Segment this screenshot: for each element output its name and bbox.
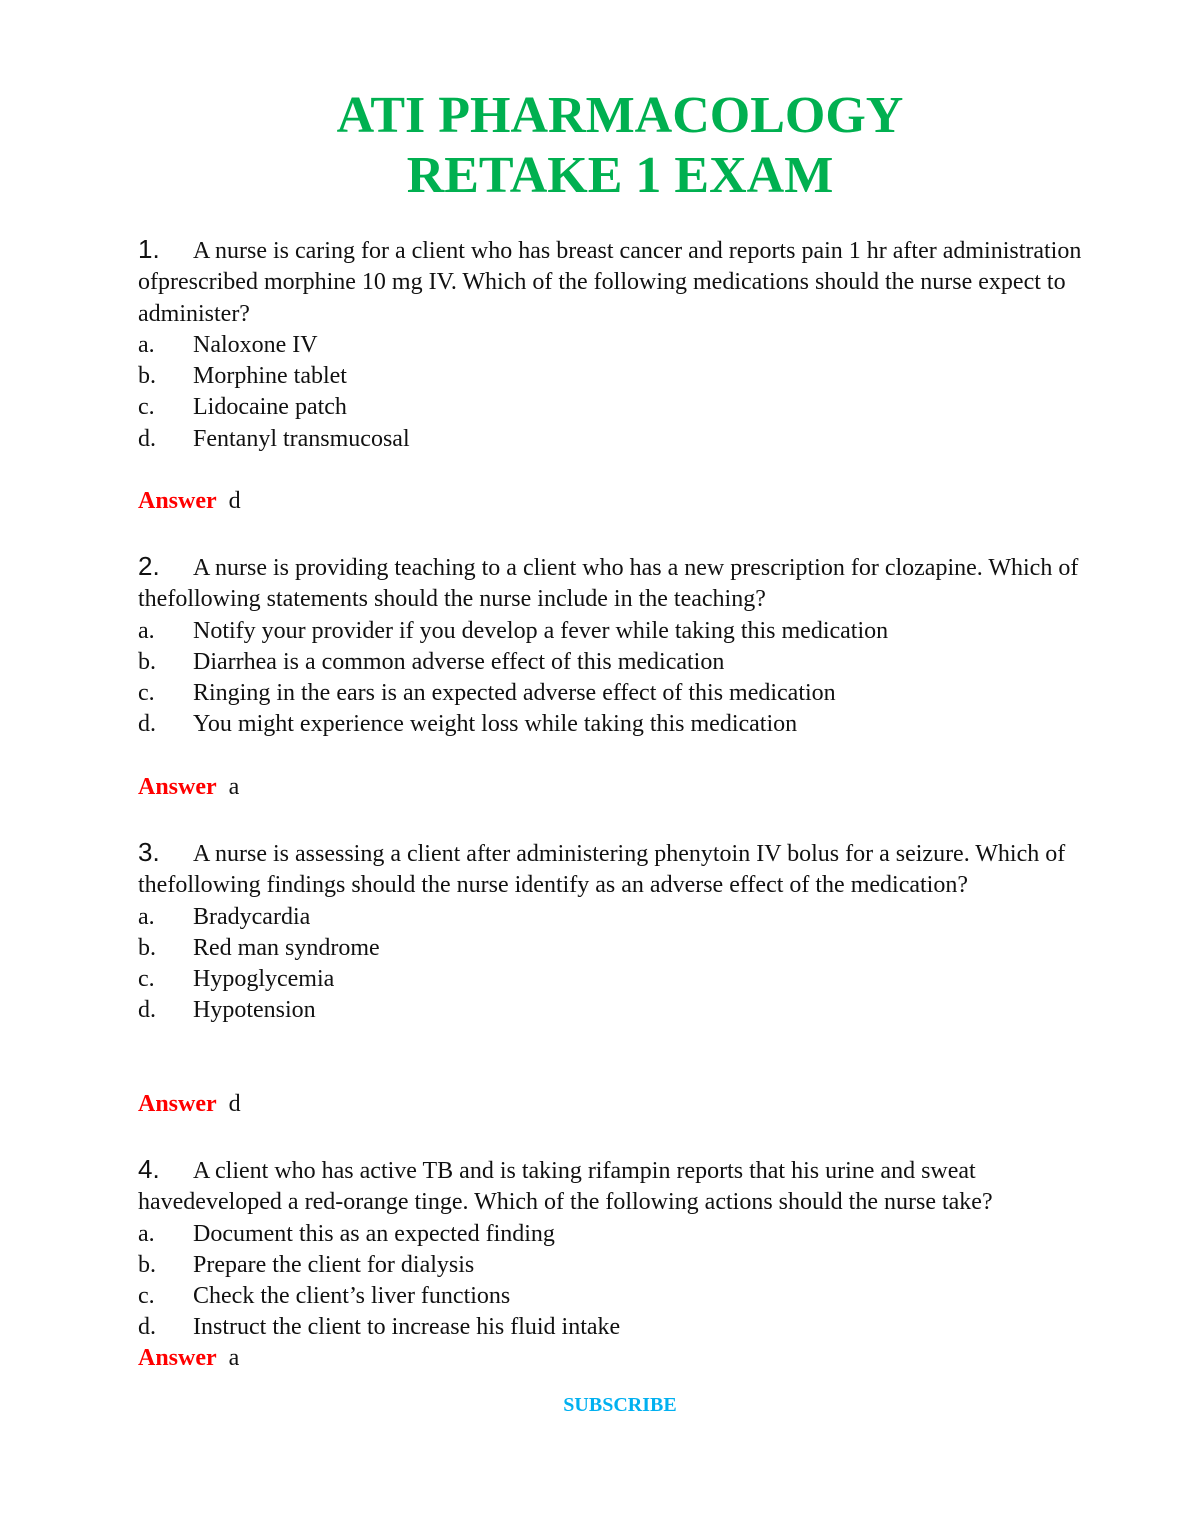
option-letter: b.	[138, 648, 156, 675]
question-text: A nurse is caring for a client who has breast cancer and reports pain 1 hr after administration ofprescribed morphine 10 mg IV. Which of the following medications should the nurse expect to administer?	[138, 238, 1082, 327]
option-letter: a.	[138, 617, 155, 644]
option-item	[138, 933, 1118, 964]
option-text: Notify your provider if you develop a fever while taking this medication	[193, 617, 889, 644]
question-stem	[138, 837, 1118, 902]
title-line-2: RETAKE 1 EXAM	[406, 147, 834, 204]
answer-value: a	[228, 1345, 240, 1371]
question-number: 2.	[138, 551, 160, 581]
option-letter: b.	[138, 1251, 156, 1278]
option-text: Diarrhea is a common adverse effect of this medication	[193, 648, 725, 675]
option-letter: d.	[138, 997, 156, 1024]
option-letter: c.	[138, 1283, 155, 1310]
answer-value: d	[228, 1091, 241, 1117]
answer-1	[138, 486, 241, 516]
answer-4	[138, 1343, 239, 1373]
option-letter: a.	[138, 1220, 155, 1247]
option-text: Hypotension	[193, 997, 316, 1024]
option-item	[138, 709, 1118, 740]
option-letter: a.	[138, 903, 155, 930]
question-stem	[138, 234, 1118, 330]
answer-value: a	[228, 774, 240, 800]
answer-label: Answer	[138, 774, 217, 800]
question-2	[138, 551, 1118, 741]
option-list	[138, 902, 1118, 1027]
question-number: 1.	[138, 234, 160, 264]
option-item	[138, 995, 1118, 1026]
answer-value: d	[228, 488, 241, 514]
option-letter: c.	[138, 680, 155, 707]
option-list	[138, 616, 1118, 741]
answer-label: Answer	[138, 1091, 217, 1117]
option-item	[138, 647, 1118, 678]
option-text: Document this as an expected finding	[193, 1220, 555, 1247]
question-stem	[138, 551, 1118, 616]
option-text: Naloxone IV	[193, 331, 318, 358]
question-stem	[138, 1154, 1118, 1219]
option-list	[138, 330, 1118, 455]
option-letter: c.	[138, 394, 155, 421]
question-1	[138, 234, 1118, 455]
question-number: 4.	[138, 1154, 160, 1184]
option-item	[138, 424, 1118, 455]
title-line-1: ATI PHARMACOLOGY	[336, 87, 904, 144]
option-text: Bradycardia	[193, 903, 311, 930]
question-text: A nurse is assessing a client after administering phenytoin IV bolus for a seizure. Which of thefollowing findings should the nurse identify as an adverse effect of the medication?	[138, 841, 1066, 899]
option-item	[138, 902, 1118, 933]
option-item	[138, 361, 1118, 392]
question-text: A client who has active TB and is taking rifampin reports that his urine and sweat havedeveloped a red-orange tinge. Which of the following actions should the nurse take?	[138, 1158, 993, 1216]
answer-label: Answer	[138, 1345, 217, 1371]
option-item	[138, 1281, 1118, 1312]
page-title	[0, 86, 1190, 206]
question-text: A nurse is providing teaching to a client who has a new prescription for clozapine. Which of thefollowing statements should the nurse include in the teaching?	[138, 555, 1079, 613]
option-text: Instruct the client to increase his fluid intake	[193, 1314, 621, 1341]
option-item	[138, 330, 1118, 361]
option-item	[138, 1219, 1118, 1250]
option-letter: b.	[138, 363, 156, 390]
option-text: Morphine tablet	[193, 363, 347, 390]
option-letter: d.	[138, 1314, 156, 1341]
option-letter: d.	[138, 711, 156, 738]
question-3	[138, 837, 1118, 1027]
option-text: Hypoglycemia	[193, 966, 335, 993]
answer-2	[138, 772, 239, 802]
option-letter: c.	[138, 966, 155, 993]
option-text: You might experience weight loss while taking this medication	[193, 711, 798, 738]
option-text: Check the client’s liver functions	[193, 1283, 511, 1310]
option-text: Lidocaine patch	[193, 394, 347, 421]
option-letter: d.	[138, 425, 156, 452]
subscribe-link[interactable]: SUBSCRIBE	[563, 1394, 677, 1416]
option-text: Prepare the client for dialysis	[193, 1251, 475, 1278]
option-list	[138, 1219, 1118, 1344]
option-item	[138, 392, 1118, 423]
option-text: Red man syndrome	[193, 934, 380, 961]
answer-3	[138, 1089, 241, 1119]
option-text: Ringing in the ears is an expected adverse effect of this medication	[193, 680, 836, 707]
answer-label: Answer	[138, 488, 217, 514]
option-letter: b.	[138, 934, 156, 961]
option-item	[138, 964, 1118, 995]
option-item	[138, 678, 1118, 709]
question-4	[138, 1154, 1118, 1344]
option-item	[138, 1250, 1118, 1281]
option-item	[138, 616, 1118, 647]
option-text: Fentanyl transmucosal	[193, 425, 410, 452]
question-number: 3.	[138, 837, 160, 867]
option-letter: a.	[138, 331, 155, 358]
option-item	[138, 1312, 1118, 1343]
